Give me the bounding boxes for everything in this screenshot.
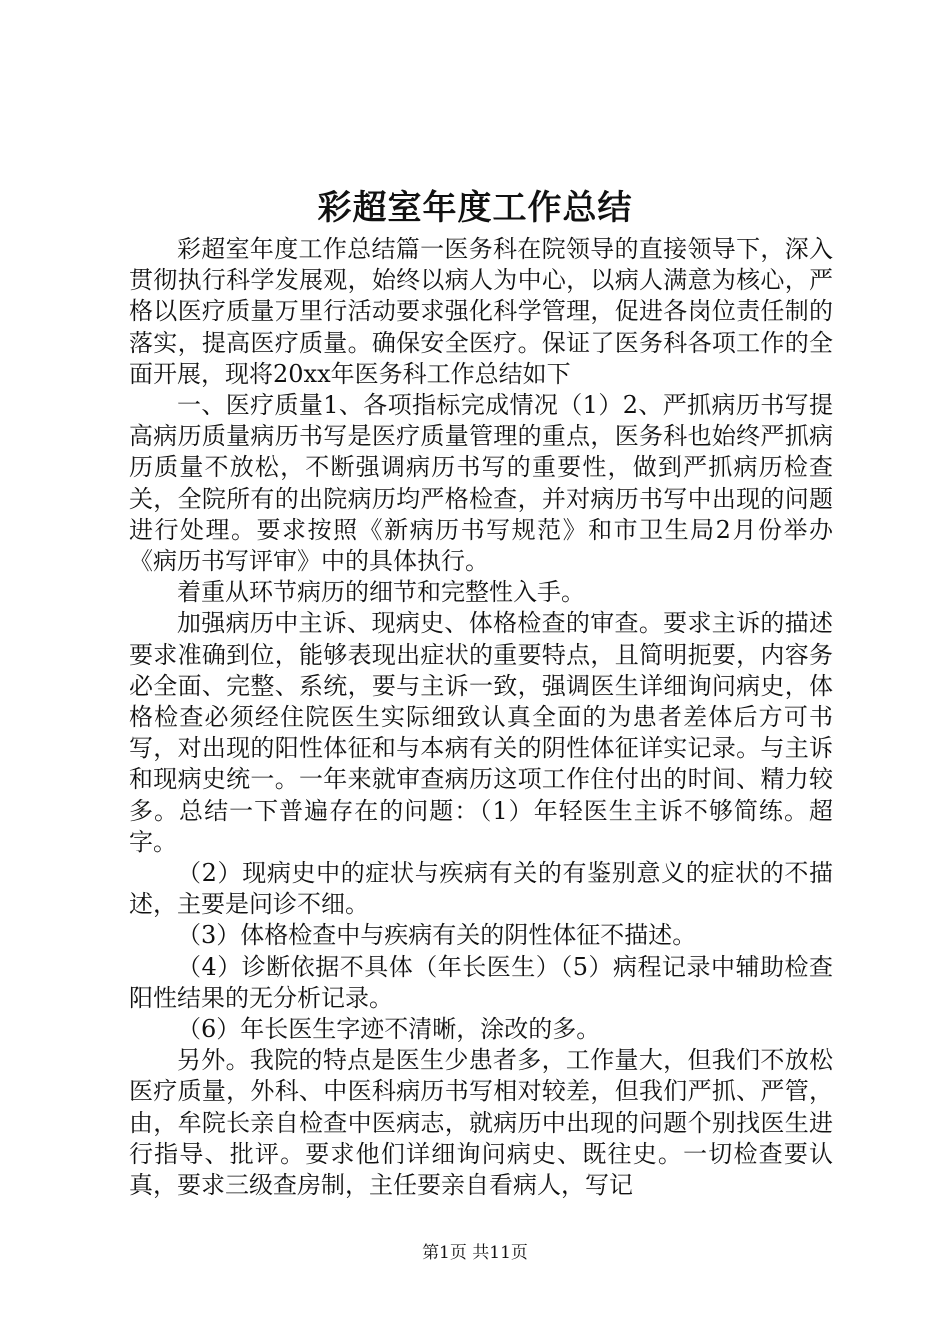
paragraph-focus: 着重从环节病历的细节和完整性入手。 bbox=[177, 578, 585, 607]
paragraph-issue-6: （6）年长医生字迹不清晰，涂改的多。 bbox=[177, 1015, 601, 1044]
paragraph-issue-2: （2）现病史中的症状与疾病有关的有鉴别意义的症状的不描述，主要是问诊不细。 bbox=[129, 859, 833, 919]
paragraph-intro: 彩超室年度工作总结篇一医务科在院领导的直接领导下，深入贯彻执行科学发展观，始终以病人为中心，以病人满意为核心，严格以医疗质量万里行活动要求强化科学管理，促进各岗位责任制的落实，提高医疗质量。确保安全医疗。保证了医务科各项工作的全面开展，现将20xx年医务科工作总结如下 bbox=[129, 235, 833, 388]
paragraph-additional: 另外。我院的特点是医生少患者多，工作量大，但我们不放松医疗质量，外科、中医科病历书写相对较差，但我们严抓、严管，由，牟院长亲自检查中医病志，就病历中出现的问题个别找医生进行指导、批评。要求他们详细询问病史、既往史。一切检查要认真，要求三级查房制，主任要亲自看病人，写记 bbox=[129, 1046, 833, 1200]
document-body bbox=[129, 234, 833, 1201]
page-footer: 第1页 共11页 bbox=[422, 1243, 528, 1263]
paragraph-issue-4-5: （4）诊断依据不具体（年长医生）（5）病程记录中辅助检查阳性结果的无分析记录。 bbox=[129, 952, 833, 1012]
paragraph-review: 加强病历中主诉、现病史、体格检查的审查。要求主诉的描述要求准确到位，能够表现出症状的重要特点，且简明扼要，内容务必全面、完整、系统，要与主诉一致，强调医生详细询问病史，体格检查必须经住院医生实际细致认真全面的为患者差体后方可书写，对出现的阳性体征和与本病有关的阴性体征详实记录。与主诉和现病史统一。一年来就审查病历这项工作住付出的时间、精力较多。总结一下普遍存在的问题：（1）年轻医生主诉不够简练。超字。 bbox=[129, 609, 833, 856]
paragraph-medical-quality: 一、医疗质量1、各项指标完成情况（1）2、严抓病历书写提高病历质量病历书写是医疗质量管理的重点，医务科也始终严抓病历质量不放松，不断强调病历书写的重要性，做到严抓病历检查关，全院所有的出院病历均严格检查，并对病历书写中出现的问题进行处理。要求按照《新病历书写规范》和市卫生局2月份举办《病历书写评审》中的具体执行。 bbox=[129, 391, 833, 576]
paragraph-issue-3: （3）体格检查中与疾病有关的阴性体征不描述。 bbox=[177, 921, 697, 950]
document-title: 彩超室年度工作总结 bbox=[317, 188, 633, 228]
